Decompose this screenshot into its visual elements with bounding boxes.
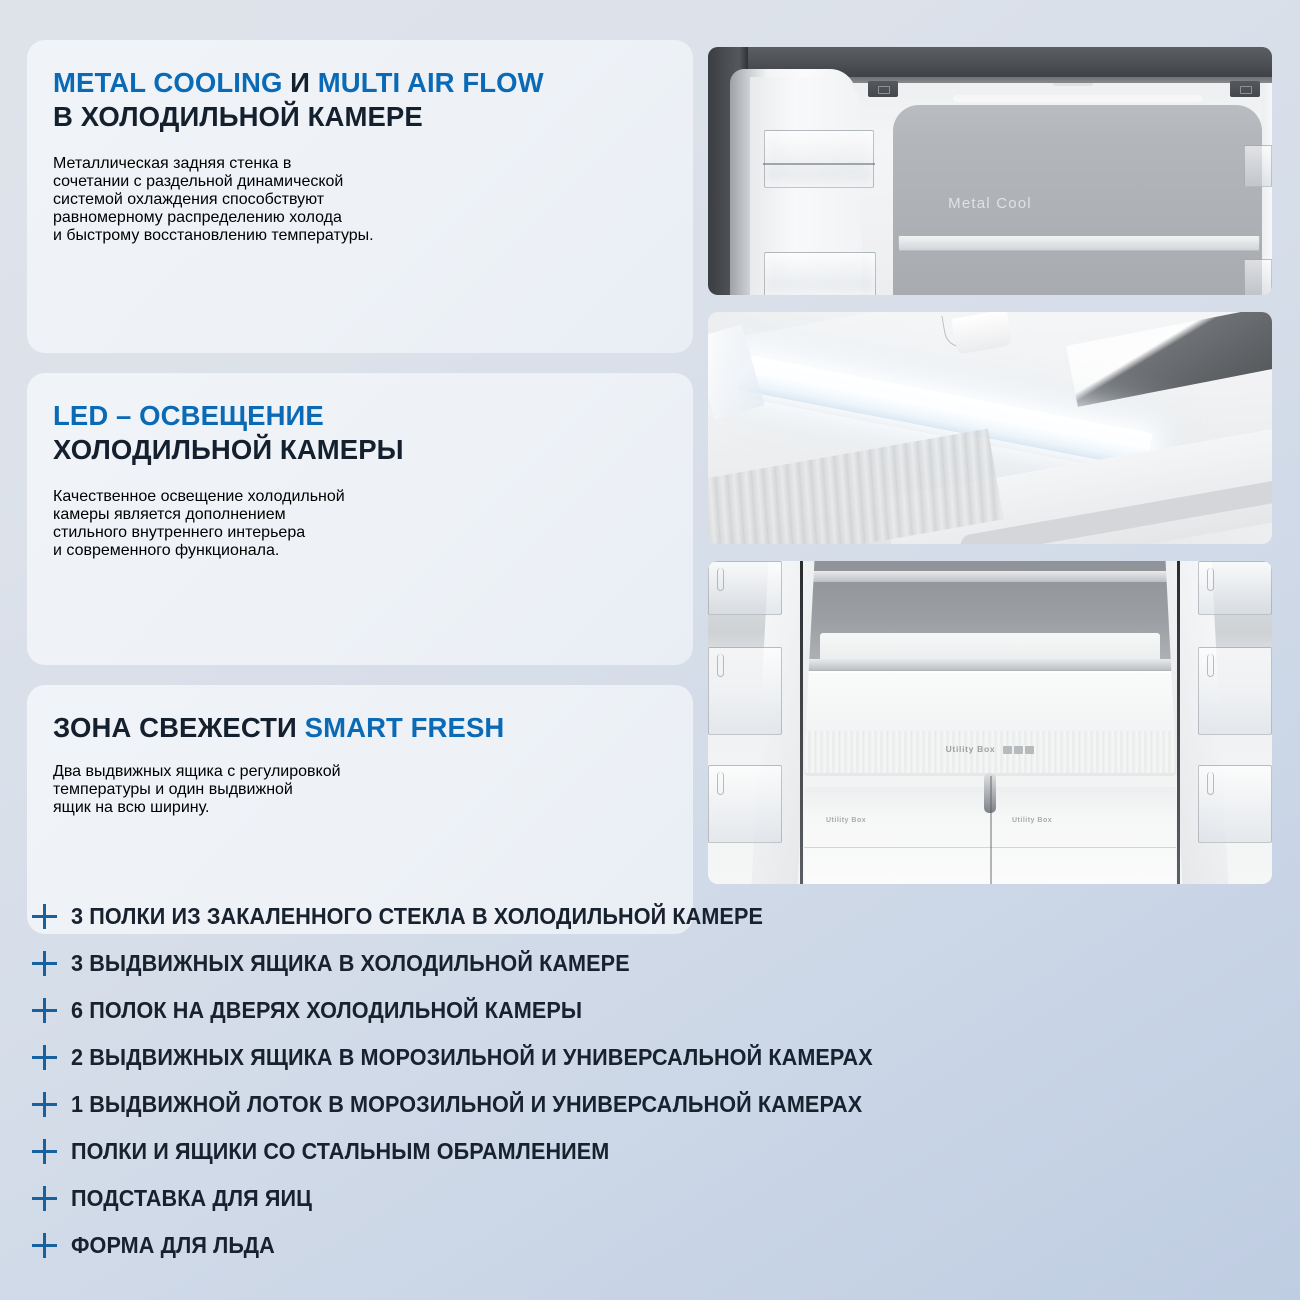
plus-icon [32,1139,57,1164]
door-bin-lower [764,252,876,295]
feature-cards-column [27,40,693,954]
plus-icon [32,1233,57,1258]
list-item-label: ПОЛКИ И ЯЩИКИ СО СТАЛЬНЫМ ОБРАМЛЕНИЕМ [71,1138,610,1164]
list-item [32,1034,1280,1081]
card-body-line: ящик на всю ширину. [53,798,210,816]
card-title-prefix: ЗОНА СВЕЖЕСТИ [53,712,305,743]
list-item-label: 1 ВЫДВИЖНОЙ ЛОТОК В МОРОЗИЛЬНОЙ И УНИВЕРСАЛЬНОЙ КАМЕРАХ [71,1091,863,1117]
list-item-label: ФОРМА ДЛЯ ЛЬДА [71,1232,275,1258]
utility-icon-2 [1014,746,1023,754]
card-body-line: камеры является дополнением [53,506,286,524]
list-item-label: 6 ПОЛОК НА ДВЕРЯХ ХОЛОДИЛЬНОЙ КАМЕРЫ [71,997,583,1023]
card-body-line: сочетании с раздельной динамической [53,173,344,191]
list-item-label: 3 ПОЛКИ ИЗ ЗАКАЛЕННОГО СТЕКЛА В ХОЛОДИЛЬНОЙ КАМЕРЕ [71,903,763,929]
card-title-accent-1: METAL COOLING [53,67,283,98]
card-body-line: равномерному распределению холода [53,209,342,227]
card-body-line: стильного внутреннего интерьера [53,524,306,542]
left-door-gap [800,561,803,884]
card-title-accent-2: MULTI AIR FLOW [317,67,544,98]
left-door-bin-middle [708,647,782,735]
card-title-line2: ХОЛОДИЛЬНОЙ КАМЕРЫ [53,433,404,465]
right-door-bin-top [1198,561,1272,615]
card-title [53,399,663,466]
plus-icon [32,951,57,976]
card-title [53,66,663,133]
card-title-line2: В ХОЛОДИЛЬНОЙ КАМЕРЕ [53,100,423,132]
plus-icon [32,998,57,1023]
metal-cool-label: Metal Cool [948,195,1032,212]
utility-icon-1 [1003,746,1012,754]
feature-list [32,893,1280,1269]
plus-icon [32,1045,57,1070]
drawer-divider [990,776,992,884]
card-body-line: Два выдвижных ящика с регулировкой [53,762,341,780]
utility-box-label-right: Utility Box [1012,817,1053,824]
list-item [32,1222,1280,1269]
feature-card-led-lighting [27,373,693,665]
card-title-accent-1: LED – ОСВЕЩЕНИЕ [53,400,324,431]
glass-shelf [898,235,1260,251]
plus-icon [32,904,57,929]
plus-icon [32,1092,57,1117]
plus-icon [32,1186,57,1211]
card-body-line: системой охлаждения способствуют [53,191,325,209]
card-body-line: Металлическая задняя стенка в [53,155,292,173]
list-item [32,940,1280,987]
photo-smart-fresh-drawers [708,561,1272,884]
utility-box-label-text: Utility Box [945,744,996,754]
right-door-bin [1244,145,1272,187]
list-item [32,1175,1280,1222]
list-item [32,893,1280,940]
list-item [32,987,1280,1034]
right-door-bin-bottom [1198,765,1272,843]
photo-fridge-interior-metal-cool [708,47,1272,295]
card-title-accent-1: SMART FRESH [304,712,505,743]
door-hinge-right [1230,81,1260,97]
card-title-conjunction: И [282,67,318,98]
list-item [32,1128,1280,1175]
utility-box-label-left: Utility Box [826,817,867,824]
right-door-bin [1244,259,1272,295]
left-door-bin-top [708,561,782,615]
list-item-label: 3 ВЫДВИЖНЫХ ЯЩИКА В ХОЛОДИЛЬНОЙ КАМЕРЕ [71,950,630,976]
utility-icon-3 [1025,746,1034,754]
card-title [53,711,663,745]
card-body-line: Качественное освещение холодильной [53,488,345,506]
card-body-line: температуры и один выдвижной [53,780,293,798]
right-door-gap [1177,561,1180,884]
product-photos-column [708,47,1272,884]
card-body-line: и быстрому восстановлению температуры. [53,227,374,245]
feature-card-metal-cooling [27,40,693,353]
door-bin-upper [764,130,874,188]
card-body-line: и современного функционала. [53,542,280,560]
shelf-rail-middle [778,659,1202,670]
list-item-label: 2 ВЫДВИЖНЫХ ЯЩИКА В МОРОЗИЛЬНОЙ И УНИВЕРСАЛЬНОЙ КАМЕРАХ [71,1044,873,1070]
right-door-bin-middle [1198,647,1272,735]
left-door-bin-bottom [708,765,782,843]
photo-led-lighting [708,312,1272,544]
list-item-label: ПОДСТАВКА ДЛЯ ЯИЦ [71,1185,312,1211]
list-item [32,1081,1280,1128]
air-vent-slot [953,95,1203,102]
shelf-rail-top [778,571,1202,582]
door-hinge-left [868,81,898,97]
utility-box-icons [1003,746,1034,754]
